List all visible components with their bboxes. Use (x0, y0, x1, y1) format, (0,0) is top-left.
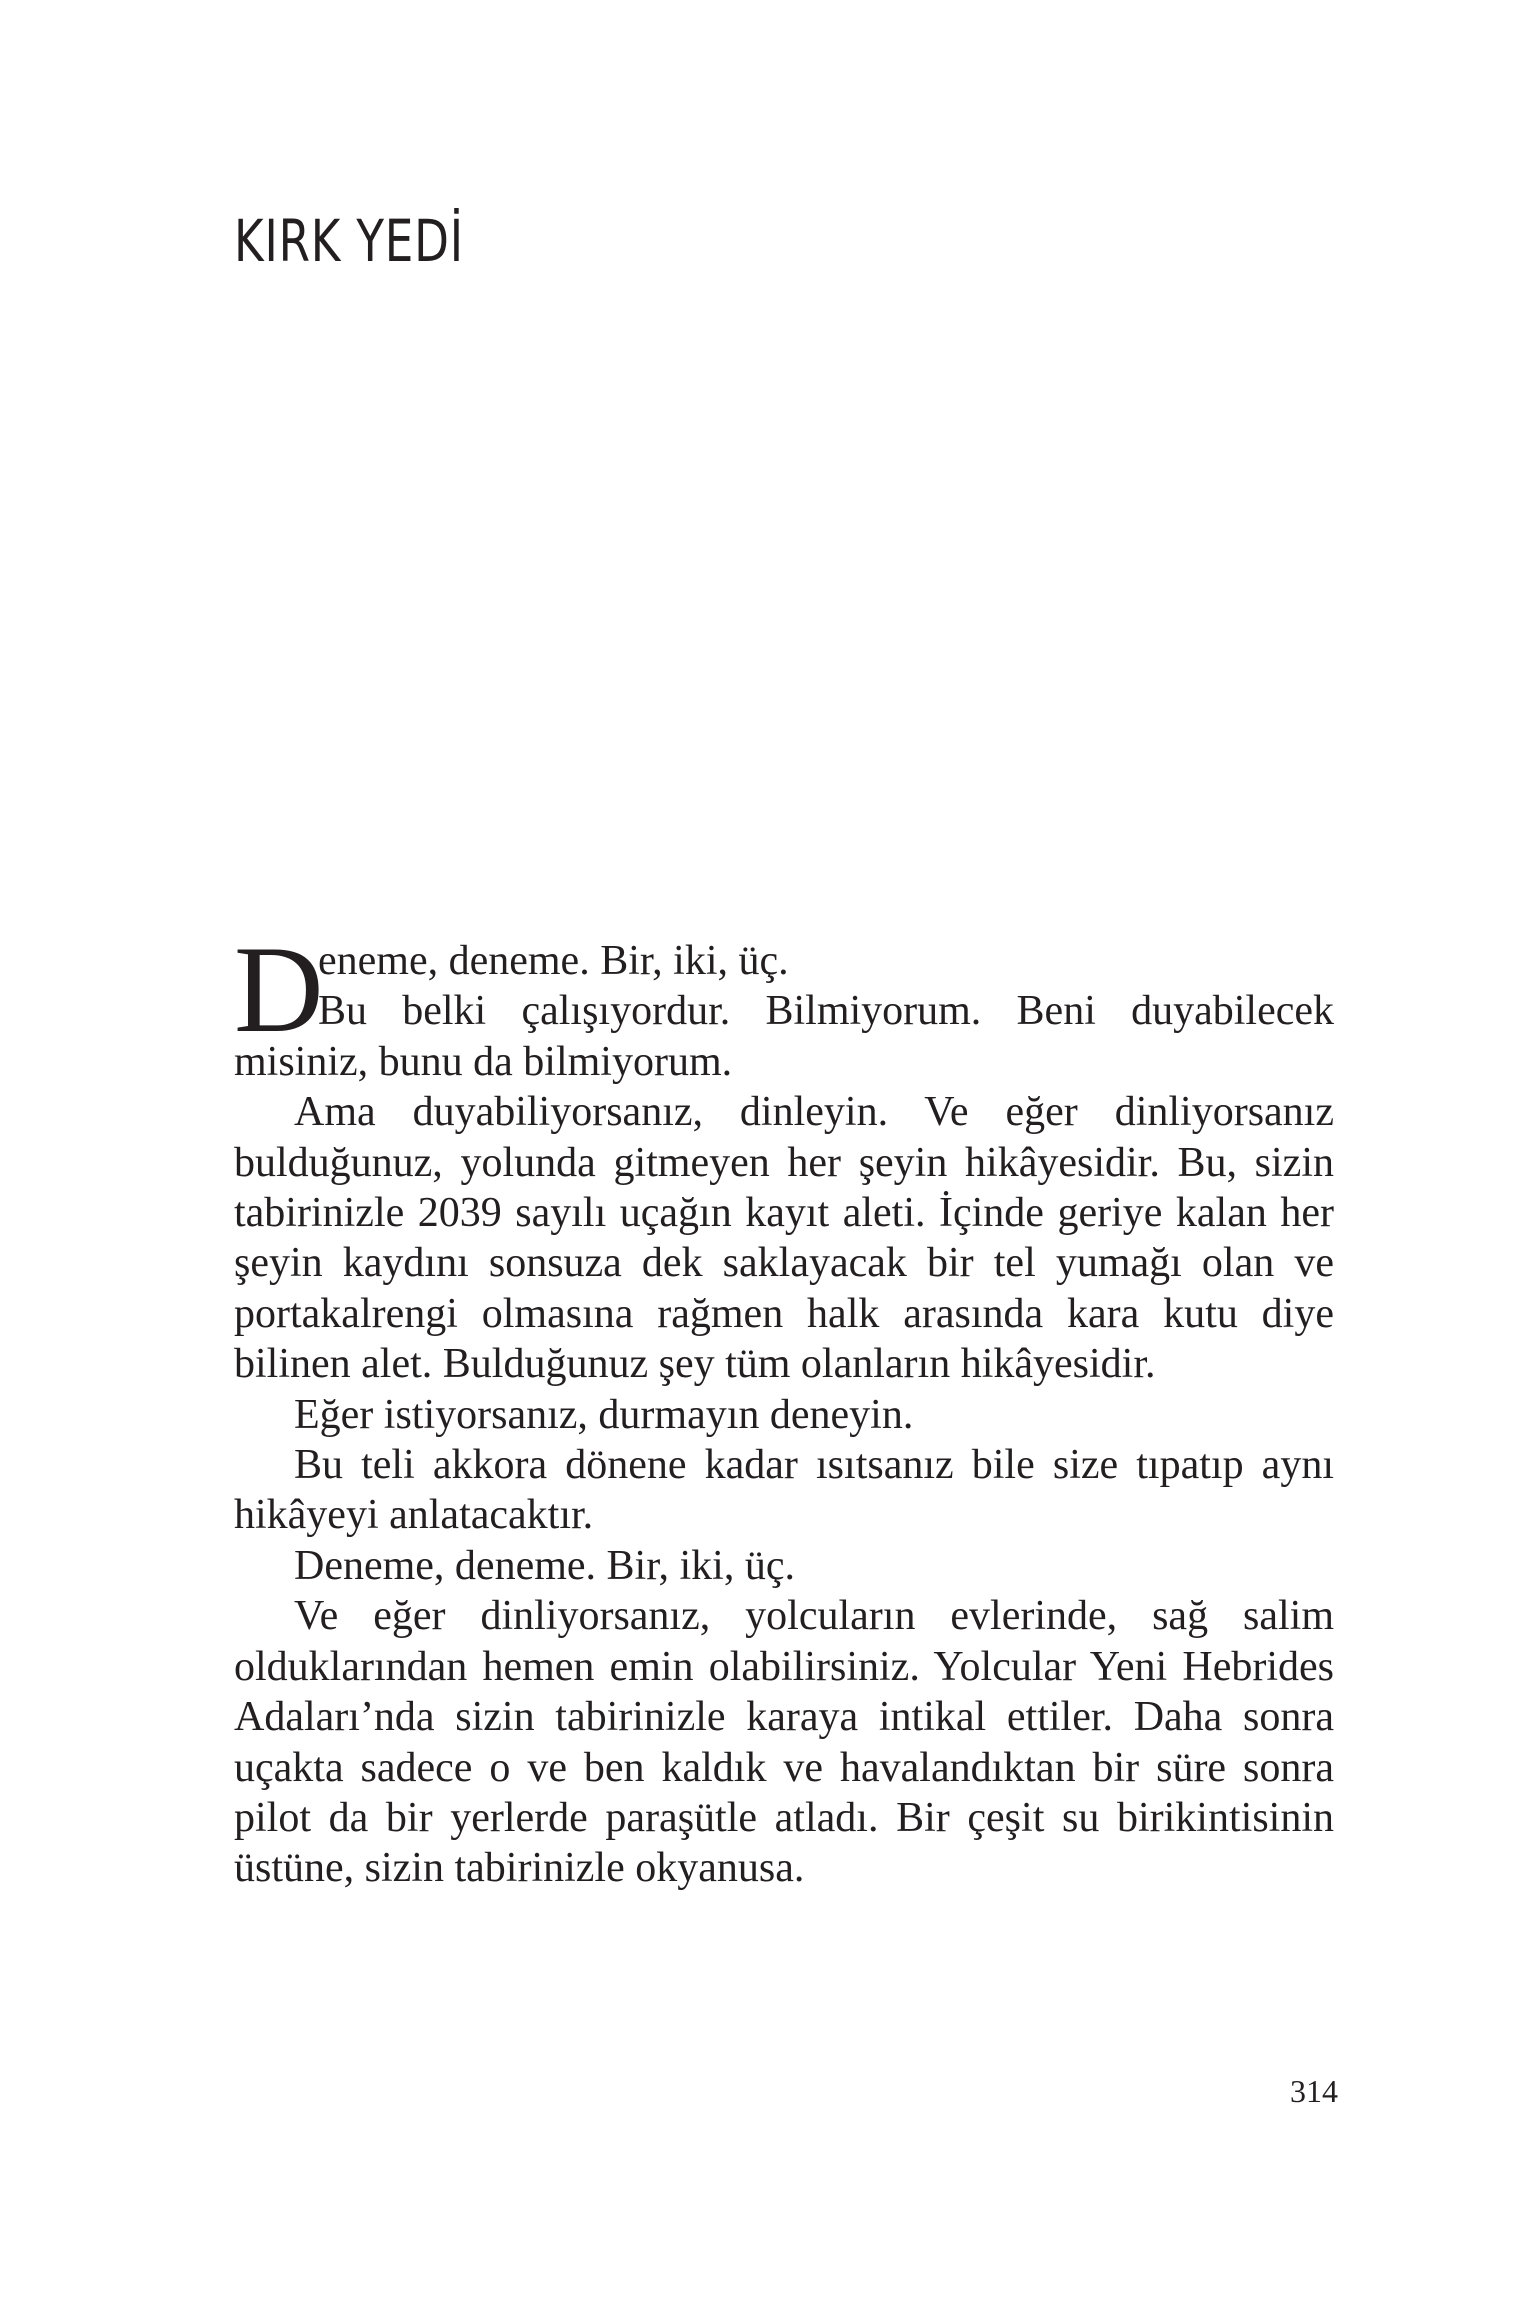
opening-line: misiniz, bunu da bilmiyorum. (234, 1038, 733, 1085)
chapter-body (234, 921, 1334, 1894)
paragraph: Ama duyabiliyorsanız, dinleyin. Ve eğer dinliyorsanız bulduğunuz, yolunda gitmeyen her şeyin hikâyesidir. Bu, sizin tabirinizle 2039 sayılı uçağın kayıt aleti. İçinde geriye kalan her şeyin kaydını sonsuza dek saklayacak bir tel yumağı olan ve portakalrengi olmasına rağmen halk arasında kara kutu diye bilinen alet. Bulduğunuz şey tüm olanların hikâyesidir. (234, 1089, 1334, 1388)
opening-paragraph (234, 921, 1334, 1087)
opening-line: eneme, deneme. Bir, iki, üç. (318, 938, 789, 984)
opening-line: Bu belki çalışıyordur. Bilmiyorum. Beni duyabilecek (318, 988, 1334, 1035)
paragraph: Deneme, deneme. Bir, iki, üç. (294, 1542, 795, 1589)
page-number: 314 (1290, 2073, 1338, 2109)
drop-cap: D (234, 921, 324, 1058)
paragraph: Ve eğer dinliyorsanız, yolcuların evlerinde, sağ salim olduklarından hemen emin olabilirsiniz. Yolcular Yeni Hebrides Adaları’nda sizin tabirinizle karaya intikal ettiler. Daha sonra uçakta sadece o ve ben kaldık ve havalandıktan bir süre sonra pilot da bir yerlerde paraşütle atladı. Bir çeşit su birikintisinin üstüne, sizin tabirinizle okyanusa. (234, 1593, 1334, 1892)
paragraph: Bu teli akkora dönene kadar ısıtsanız bile size tıpatıp aynı hikâyeyi anlatacaktır. (234, 1442, 1334, 1539)
paragraph: Eğer istiyorsanız, durmayın deneyin. (294, 1391, 914, 1438)
chapter-title: KIRK YEDİ (234, 207, 464, 275)
